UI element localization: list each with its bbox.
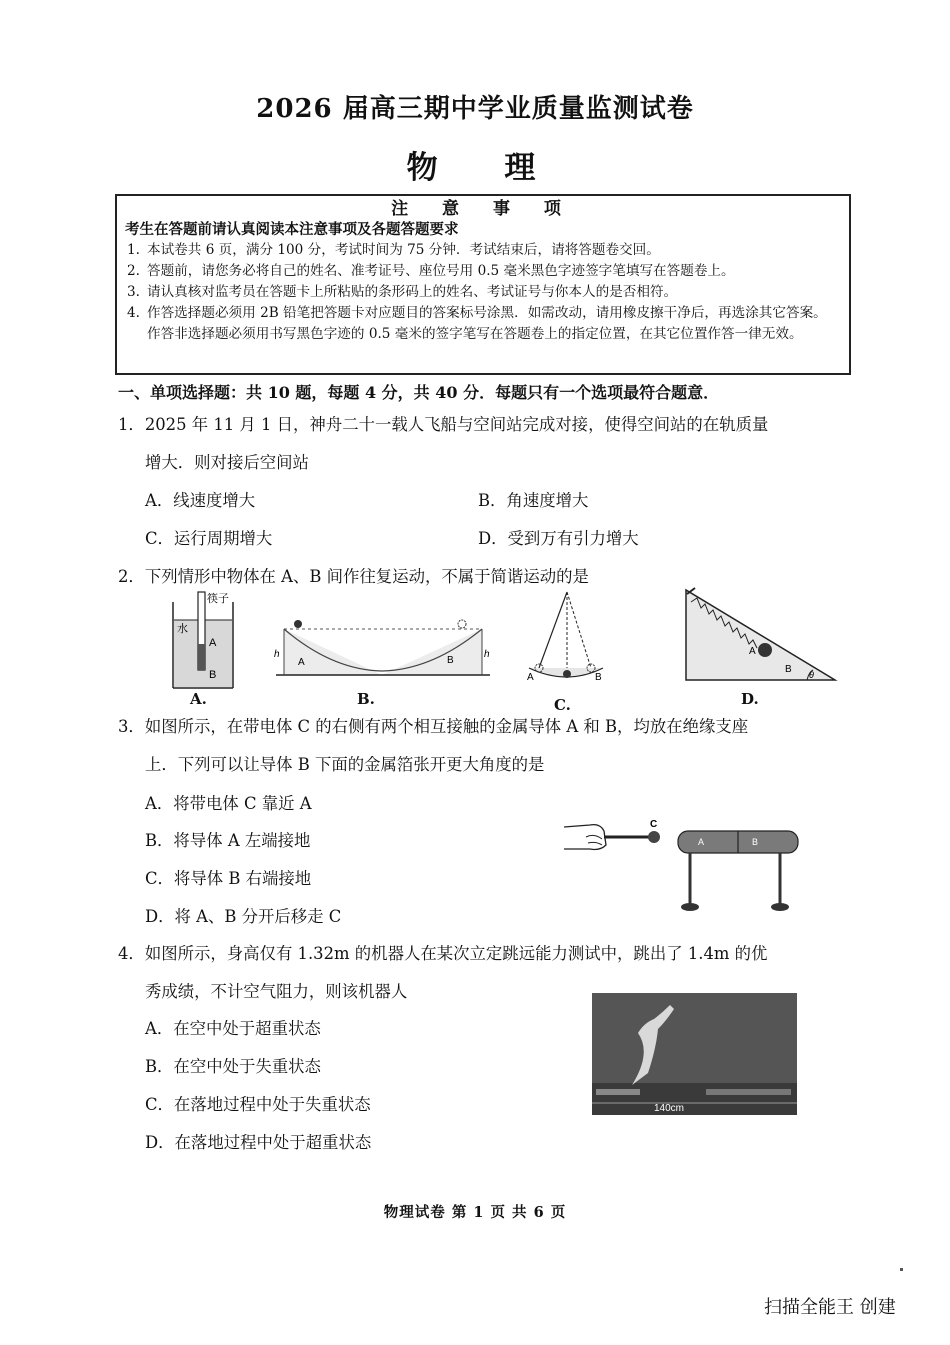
q4-option-d: D．在落地过程中处于超重状态	[145, 1133, 372, 1152]
notice-item-text: 请认真核对监考员在答题卡上所粘贴的条形码上的姓名、考试证号与你本人的是否相符。	[147, 284, 678, 300]
point-b-label: B	[785, 664, 792, 675]
q1-stem-line1: 1．2025 年 11 月 1 日，神舟二十一载人飞船与空间站完成对接，使得空间站的在轨质量	[118, 415, 769, 434]
q2-figure-b	[272, 615, 494, 690]
conductor-a-label: A	[698, 837, 705, 847]
q4-stem-line2: 秀成绩，不计空气阻力，则该机器人	[145, 982, 408, 1001]
notice-subheading: 考生在答题前请认真阅读本注意事项及各题答题要求	[125, 221, 459, 238]
conductor-b-label: B	[752, 837, 759, 847]
point-a-label: A	[749, 646, 756, 657]
q1-option-c: C．运行周期增大	[145, 529, 273, 548]
q3-stem-line2: 上．下列可以让导体 B 下面的金属箔张开更大角度的是	[145, 755, 545, 774]
page-footer: 物理试卷 第 1 页 共 6 页	[383, 1204, 567, 1221]
subject-title: 物 理	[406, 150, 564, 186]
notice-heading: 注 意 事 项	[391, 199, 575, 219]
point-a-label: A	[209, 637, 217, 649]
notice-item	[127, 261, 839, 282]
q2-figure-d-label: D.	[741, 690, 759, 708]
q4-option-b: B．在空中处于失重状态	[145, 1057, 321, 1076]
chopstick-label: 筷子	[207, 593, 229, 605]
q3-option-a: A．将带电体 C 靠近 A	[145, 794, 312, 813]
water-label: 水	[177, 623, 188, 635]
notice-item-number: 4.	[127, 305, 140, 321]
q2-figure-c	[523, 588, 608, 688]
point-b-label: B	[447, 655, 454, 666]
photo-caption: 140cm	[654, 1103, 685, 1114]
point-b-label: B	[595, 672, 602, 683]
q4-option-c: C．在落地过程中处于失重状态	[145, 1095, 371, 1114]
point-a-label: A	[527, 672, 534, 683]
notice-item-text: 本试卷共 6 页，满分 100 分，考试时间为 75 分钟．考试结束后，请将答题卷交回。	[147, 242, 660, 258]
q2-figure-a-label: A.	[190, 690, 207, 708]
q1-option-d: D．受到万有引力增大	[478, 529, 639, 548]
notice-item-number: 2.	[127, 263, 140, 279]
scan-speck	[900, 1268, 903, 1271]
q3-option-c: C．将导体 B 右端接地	[145, 869, 312, 888]
q1-stem-line2: 增大．则对接后空间站	[145, 453, 309, 472]
q2-figure-d	[683, 584, 839, 684]
exam-title: 2026 届高三期中学业质量监测试卷	[256, 94, 694, 124]
q2-figure-b-label: B.	[357, 690, 375, 708]
q4-option-a: A．在空中处于超重状态	[145, 1019, 321, 1038]
notice-box	[115, 194, 851, 375]
notice-item	[127, 240, 839, 261]
point-b-label: B	[209, 669, 217, 681]
notice-item	[127, 303, 839, 345]
notice-item	[127, 282, 839, 303]
theta-label: θ	[809, 670, 814, 680]
notice-item-number: 3.	[127, 284, 140, 300]
q3-option-b: B．将导体 A 左端接地	[145, 831, 311, 850]
charged-body-label: C	[650, 819, 658, 830]
q2-figure-a	[165, 590, 245, 690]
point-a-label: A	[298, 657, 305, 668]
q4-stem-line1: 4．如图所示，身高仅有 1.32m 的机器人在某次立定跳远能力测试中，跳出了 1.4m 的优	[118, 944, 768, 963]
scanner-watermark: 扫描全能王 创建	[764, 1297, 896, 1318]
q1-option-b: B．角速度增大	[478, 491, 589, 510]
notice-item-text: 答题前，请您务必将自己的姓名、准考证号、座位号用 0.5 毫米黑色字迹签字笔填写在答题卷上。	[147, 263, 735, 279]
notice-item-number: 1.	[127, 242, 140, 258]
section-heading: 一、单项选择题：共 10 题，每题 4 分，共 40 分．每题只有一个选项最符合题意．	[118, 383, 720, 402]
height-label: h	[484, 649, 490, 660]
q2-figure-c-label: C.	[554, 696, 571, 714]
q3-figure	[560, 815, 805, 915]
q1-option-a: A．线速度增大	[145, 491, 256, 510]
notice-item-text: 作答选择题必须用 2B 铅笔把答题卡对应题目的答案标号涂黑．如需改动，请用橡皮擦干净后，再选涂其它答案。作答非选择题必须用书写黑色字迹的 0.5 毫米的签字笔写在答题卷上的指定位置，在其它位置作答一律无效。	[147, 305, 827, 342]
q3-stem-line1: 3．如图所示，在带电体 C 的右侧有两个相互接触的金属导体 A 和 B，均放在绝缘支座	[118, 717, 749, 736]
height-label: h	[274, 649, 280, 660]
q2-stem: 2．下列情形中物体在 A、B 间作往复运动，不属于简谐运动的是	[118, 567, 589, 586]
q4-robot-photo	[592, 993, 797, 1115]
q3-option-d: D．将 A、B 分开后移走 C	[145, 907, 342, 926]
